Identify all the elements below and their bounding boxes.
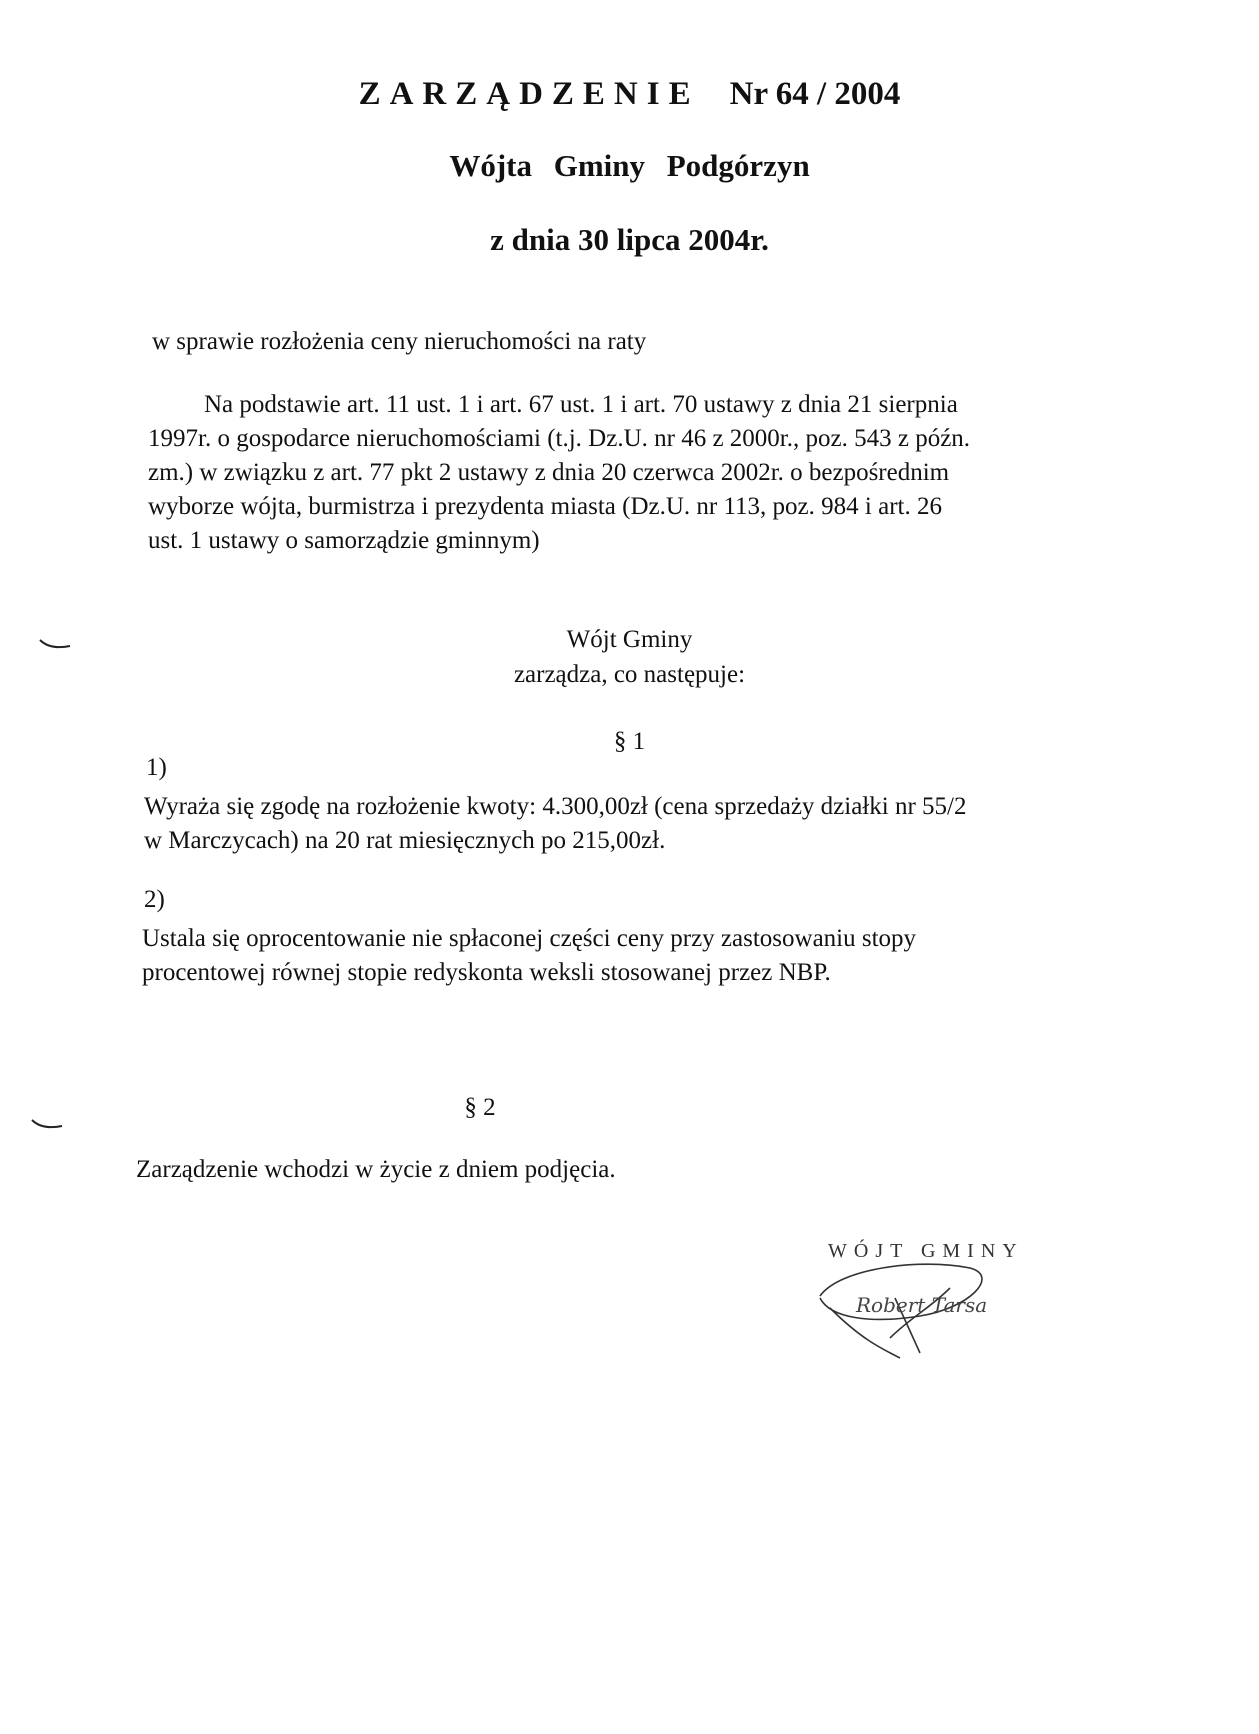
point-2-line: Ustala się oprocentowanie nie spłaconej części ceny przy zastosowaniu stopy [142, 925, 917, 952]
title-word: ZARZĄDZENIE [358, 76, 700, 112]
decree-authority: Wójt Gminy [566, 626, 693, 653]
basis-line: wyborze wójta, burmistrza i prezydenta miasta (Dz.U. nr 113, poz. 984 i art. 26 [148, 493, 942, 520]
signature-icon [800, 1228, 1030, 1368]
signature-name: Robert Tarsa [856, 1293, 988, 1317]
subject-line: w sprawie rozłożenia ceny nieruchomości na raty [152, 328, 647, 355]
signature-stamp: WÓJT GMINY [828, 1240, 1024, 1262]
basis-line: zm.) w związku z art. 77 pkt 2 ustawy z dnia 20 czerwca 2002r. o bezpośrednim [148, 459, 950, 486]
basis-line: Na podstawie art. 11 ust. 1 i art. 67 ust. 1 i art. 70 ustawy z dnia 21 sierpnia [204, 391, 958, 418]
title-number: Nr 64 / 2004 [729, 76, 901, 112]
section-2-heading: § 2 [464, 1094, 496, 1121]
section-1-heading: § 1 [613, 728, 646, 755]
date-line: z dnia 30 lipca 2004r. [490, 222, 769, 257]
point-2-line: procentowej równej stopie redyskonta weksli stosowanej przez NBP. [142, 959, 831, 986]
point-2-number: 2) [144, 886, 165, 913]
point-1-line: w Marczycach) na 20 rat miesięcznych po 215,00zł. [144, 827, 666, 854]
point-1-text [144, 790, 966, 858]
issuer-line: Wójta Gminy Podgórzyn [449, 148, 810, 183]
point-1-line: Wyraża się zgodę na rozłożenie kwoty: 4.300,00zł (cena sprzedaży działki nr 55/2 [144, 793, 967, 820]
basis-line: 1997r. o gospodarce nieruchomościami (t.j. Dz.U. nr 46 z 2000r., poz. 543 z późn. [148, 425, 971, 452]
point-2-text [142, 922, 916, 990]
section-2-text: Zarządzenie wchodzi w życie z dniem podjęcia. [136, 1156, 616, 1183]
document-title [0, 76, 1259, 113]
basis-line: ust. 1 ustawy o samorządzie gminnym) [148, 527, 540, 554]
point-1-number: 1) [146, 754, 167, 781]
legal-basis-paragraph [148, 388, 1108, 558]
decree-phrase: zarządza, co następuje: [513, 661, 746, 688]
